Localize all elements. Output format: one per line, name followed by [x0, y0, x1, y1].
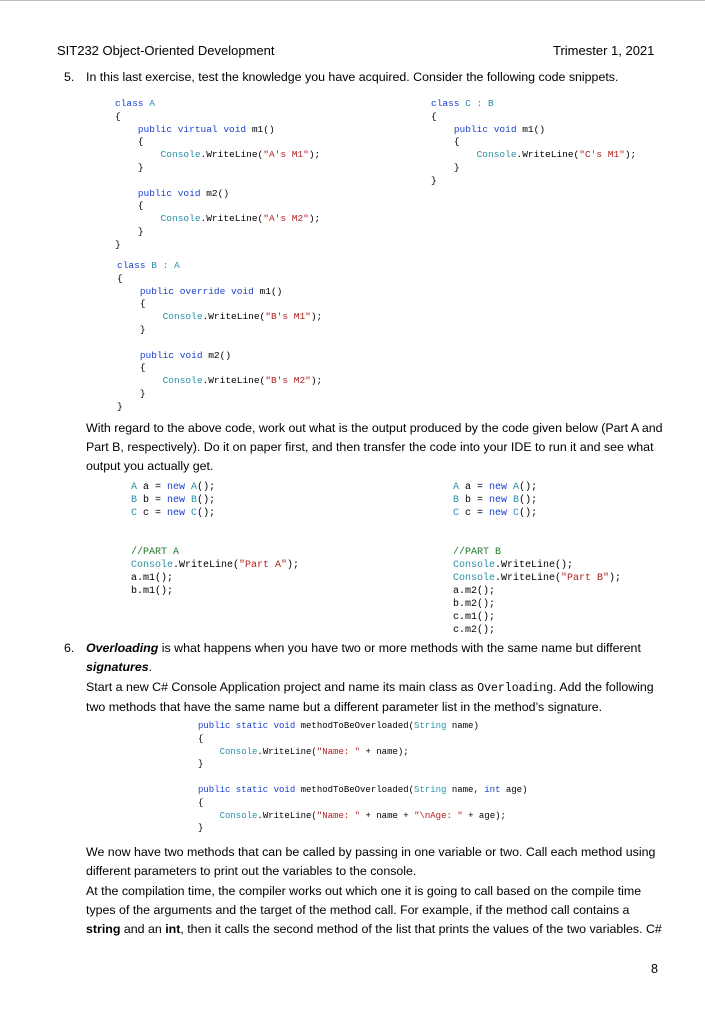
code-part-a: A a = new A(); B b = new B(); C c = new C(); //PART A Console.WriteLine("Part A"); a.m1(); b.m1();	[131, 482, 300, 597]
code-class-c: class C : B { public void m1() { Console.WriteLine("C's M1"); } }	[431, 98, 637, 186]
header-course: SIT232 Object-Oriented Development	[57, 43, 275, 58]
q6-intro: Overloading is what happens when you have two or more methods with the same name but different signatures.	[86, 641, 641, 674]
code-class-b: class B : A { public override void m1() { Console.WriteLine("B's M1"); } public void m2() { Console.WriteLine("B's M2"); } }	[117, 260, 323, 412]
q6-start-paragraph: Start a new C# Console Application project and name its main class as Overloading. Add the following two methods that have the same name but a different parameter list in the method’s signature.	[86, 680, 654, 714]
code-class-a: class A { public virtual void m1() { Console.WriteLine("A's M1"); } public void m2() { Console.WriteLine("A's M2"); } }	[115, 98, 321, 250]
q5-number: 5.	[64, 70, 75, 84]
q6-paragraph-2: At the compilation time, the compiler works out which one it is going to call based on the compile time types of the arguments and the target of the method call. For example, if the method call contains a string and an int, then it calls the second method of the list that prints the values of the two variables. C#	[86, 884, 662, 936]
q6-paragraph-1: We now have two methods that can be called by passing in one variable or two. Call each method using different parameters to print out the variables to the console.	[86, 845, 656, 878]
q5-regard-paragraph: With regard to the above code, work out what is the output produced by the code given below (Part A and Part B, respectively). Do it on paper first, and then transfer the code into your IDE to run it and see what output you actually get.	[86, 421, 663, 473]
code-part-b: A a = new A(); B b = new B(); C c = new C(); //PART B Console.WriteLine(); Console.WriteLine("Part B"); a.m2(); b.m2(); c.m1(); c.m2();	[453, 482, 622, 636]
page-number: 8	[651, 962, 658, 976]
code-overloaded-methods: public static void methodToBeOverloaded(String name) { Console.WriteLine("Name: " + name); } public static void methodToBeOverloaded(String name, int age) { Console.WriteLine("Name: " + name + "\nAge: " + age); }	[198, 721, 528, 834]
q6-number: 6.	[64, 641, 75, 655]
top-rule	[0, 0, 705, 1]
q5-intro: In this last exercise, test the knowledge you have acquired. Consider the following code snippets.	[86, 70, 619, 84]
header-trimester: Trimester 1, 2021	[553, 43, 655, 58]
